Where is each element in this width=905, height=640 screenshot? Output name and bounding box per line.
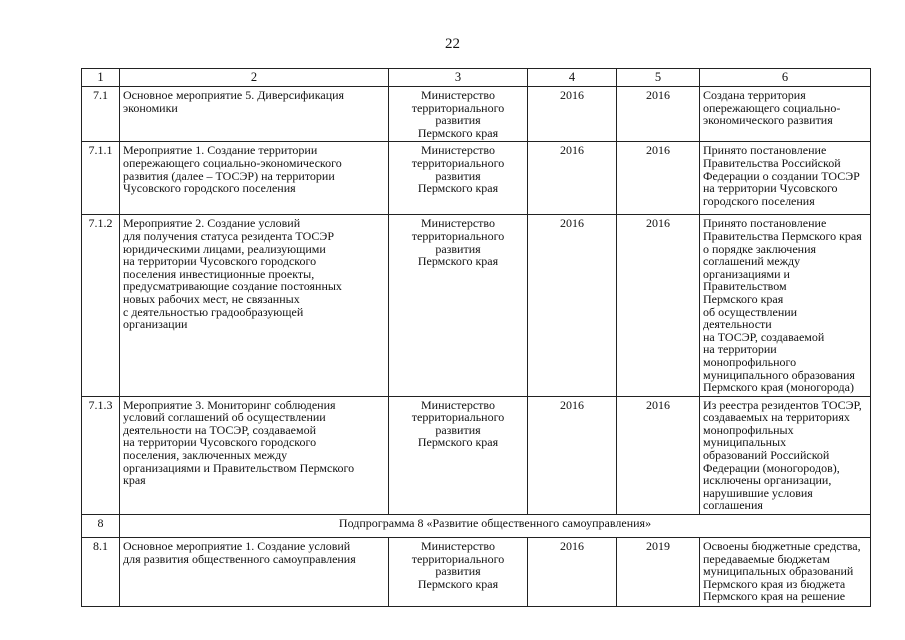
end-year-cell: 2016 [617, 142, 700, 215]
header-cell: 5 [617, 69, 700, 87]
table-header-row [82, 69, 871, 87]
row-number: 7.1.1 [82, 142, 120, 215]
row-number: 7.1.2 [82, 215, 120, 396]
header-cell: 2 [120, 69, 389, 87]
table-row [82, 396, 871, 514]
executor-cell: Министерство территориального развития Пермского края [389, 538, 528, 607]
subprogram-row [82, 515, 871, 538]
header-cell: 6 [700, 69, 871, 87]
executor-cell: Министерство территориального развития Пермского края [389, 142, 528, 215]
event-cell: Основное мероприятие 5. Диверсификация экономики [120, 87, 389, 142]
start-year-cell: 2016 [528, 538, 617, 607]
table-row [82, 142, 871, 215]
end-year-cell: 2019 [617, 538, 700, 607]
result-cell: Освоены бюджетные средства, передаваемые бюджетам муниципальных образований Пермского края из бюджета Пермского края на решение [700, 538, 871, 607]
end-year-cell: 2016 [617, 396, 700, 514]
result-cell: Принято постановление Правительства Пермского края о порядке заключения соглашений между организациями и Правительством Пермского края об осуществлении деятельности на ТОСЭР, создаваемой на территории монопрофильного муниципального образования Пермского края (моногорода) [700, 215, 871, 396]
row-number: 8.1 [82, 538, 120, 607]
event-cell: Мероприятие 2. Создание условий для получения статуса резидента ТОСЭР юридическими лицами, реализующими на территории Чусовского городского поселения инвестиционные проекты, предусматривающие создание постоянных новых рабочих мест, не связанных с деятельностью градообразующей организации [120, 215, 389, 396]
executor-cell: Министерство территориального развития Пермского края [389, 396, 528, 514]
result-cell: Принято постановление Правительства Российской Федерации о создании ТОСЭР на территории Чусовского городского поселения [700, 142, 871, 215]
table-row [82, 215, 871, 396]
row-number: 7.1.3 [82, 396, 120, 514]
start-year-cell: 2016 [528, 142, 617, 215]
header-cell: 4 [528, 69, 617, 87]
measures-table [81, 68, 871, 607]
table-row [82, 87, 871, 142]
executor-cell: Министерство территориального развития Пермского края [389, 215, 528, 396]
event-cell: Мероприятие 3. Мониторинг соблюдения условий соглашений об осуществлении деятельности на ТОСЭР, создаваемой на территории Чусовского городского поселения, заключенных между организациями и Правительством Пермского края [120, 396, 389, 514]
executor-cell: Министерство территориального развития Пермского края [389, 87, 528, 142]
result-cell: Создана территория опережающего социально- экономического развития [700, 87, 871, 142]
header-cell: 3 [389, 69, 528, 87]
end-year-cell: 2016 [617, 215, 700, 396]
subprogram-title: Подпрограмма 8 «Развитие общественного самоуправления» [120, 515, 871, 538]
result-cell: Из реестра резидентов ТОСЭР, создаваемых на территориях монопрофильных муниципальных образований Российской Федерации (моногородов), исключены организации, нарушившие условия соглашения [700, 396, 871, 514]
row-number: 8 [82, 515, 120, 538]
start-year-cell: 2016 [528, 215, 617, 396]
end-year-cell: 2016 [617, 87, 700, 142]
table-row [82, 538, 871, 607]
header-cell: 1 [82, 69, 120, 87]
event-cell: Мероприятие 1. Создание территории опережающего социально-экономического развития (далее – ТОСЭР) на территории Чусовского городского поселения [120, 142, 389, 215]
page-number: 22 [445, 36, 460, 52]
event-cell: Основное мероприятие 1. Создание условий для развития общественного самоуправления [120, 538, 389, 607]
row-number: 7.1 [82, 87, 120, 142]
start-year-cell: 2016 [528, 87, 617, 142]
start-year-cell: 2016 [528, 396, 617, 514]
